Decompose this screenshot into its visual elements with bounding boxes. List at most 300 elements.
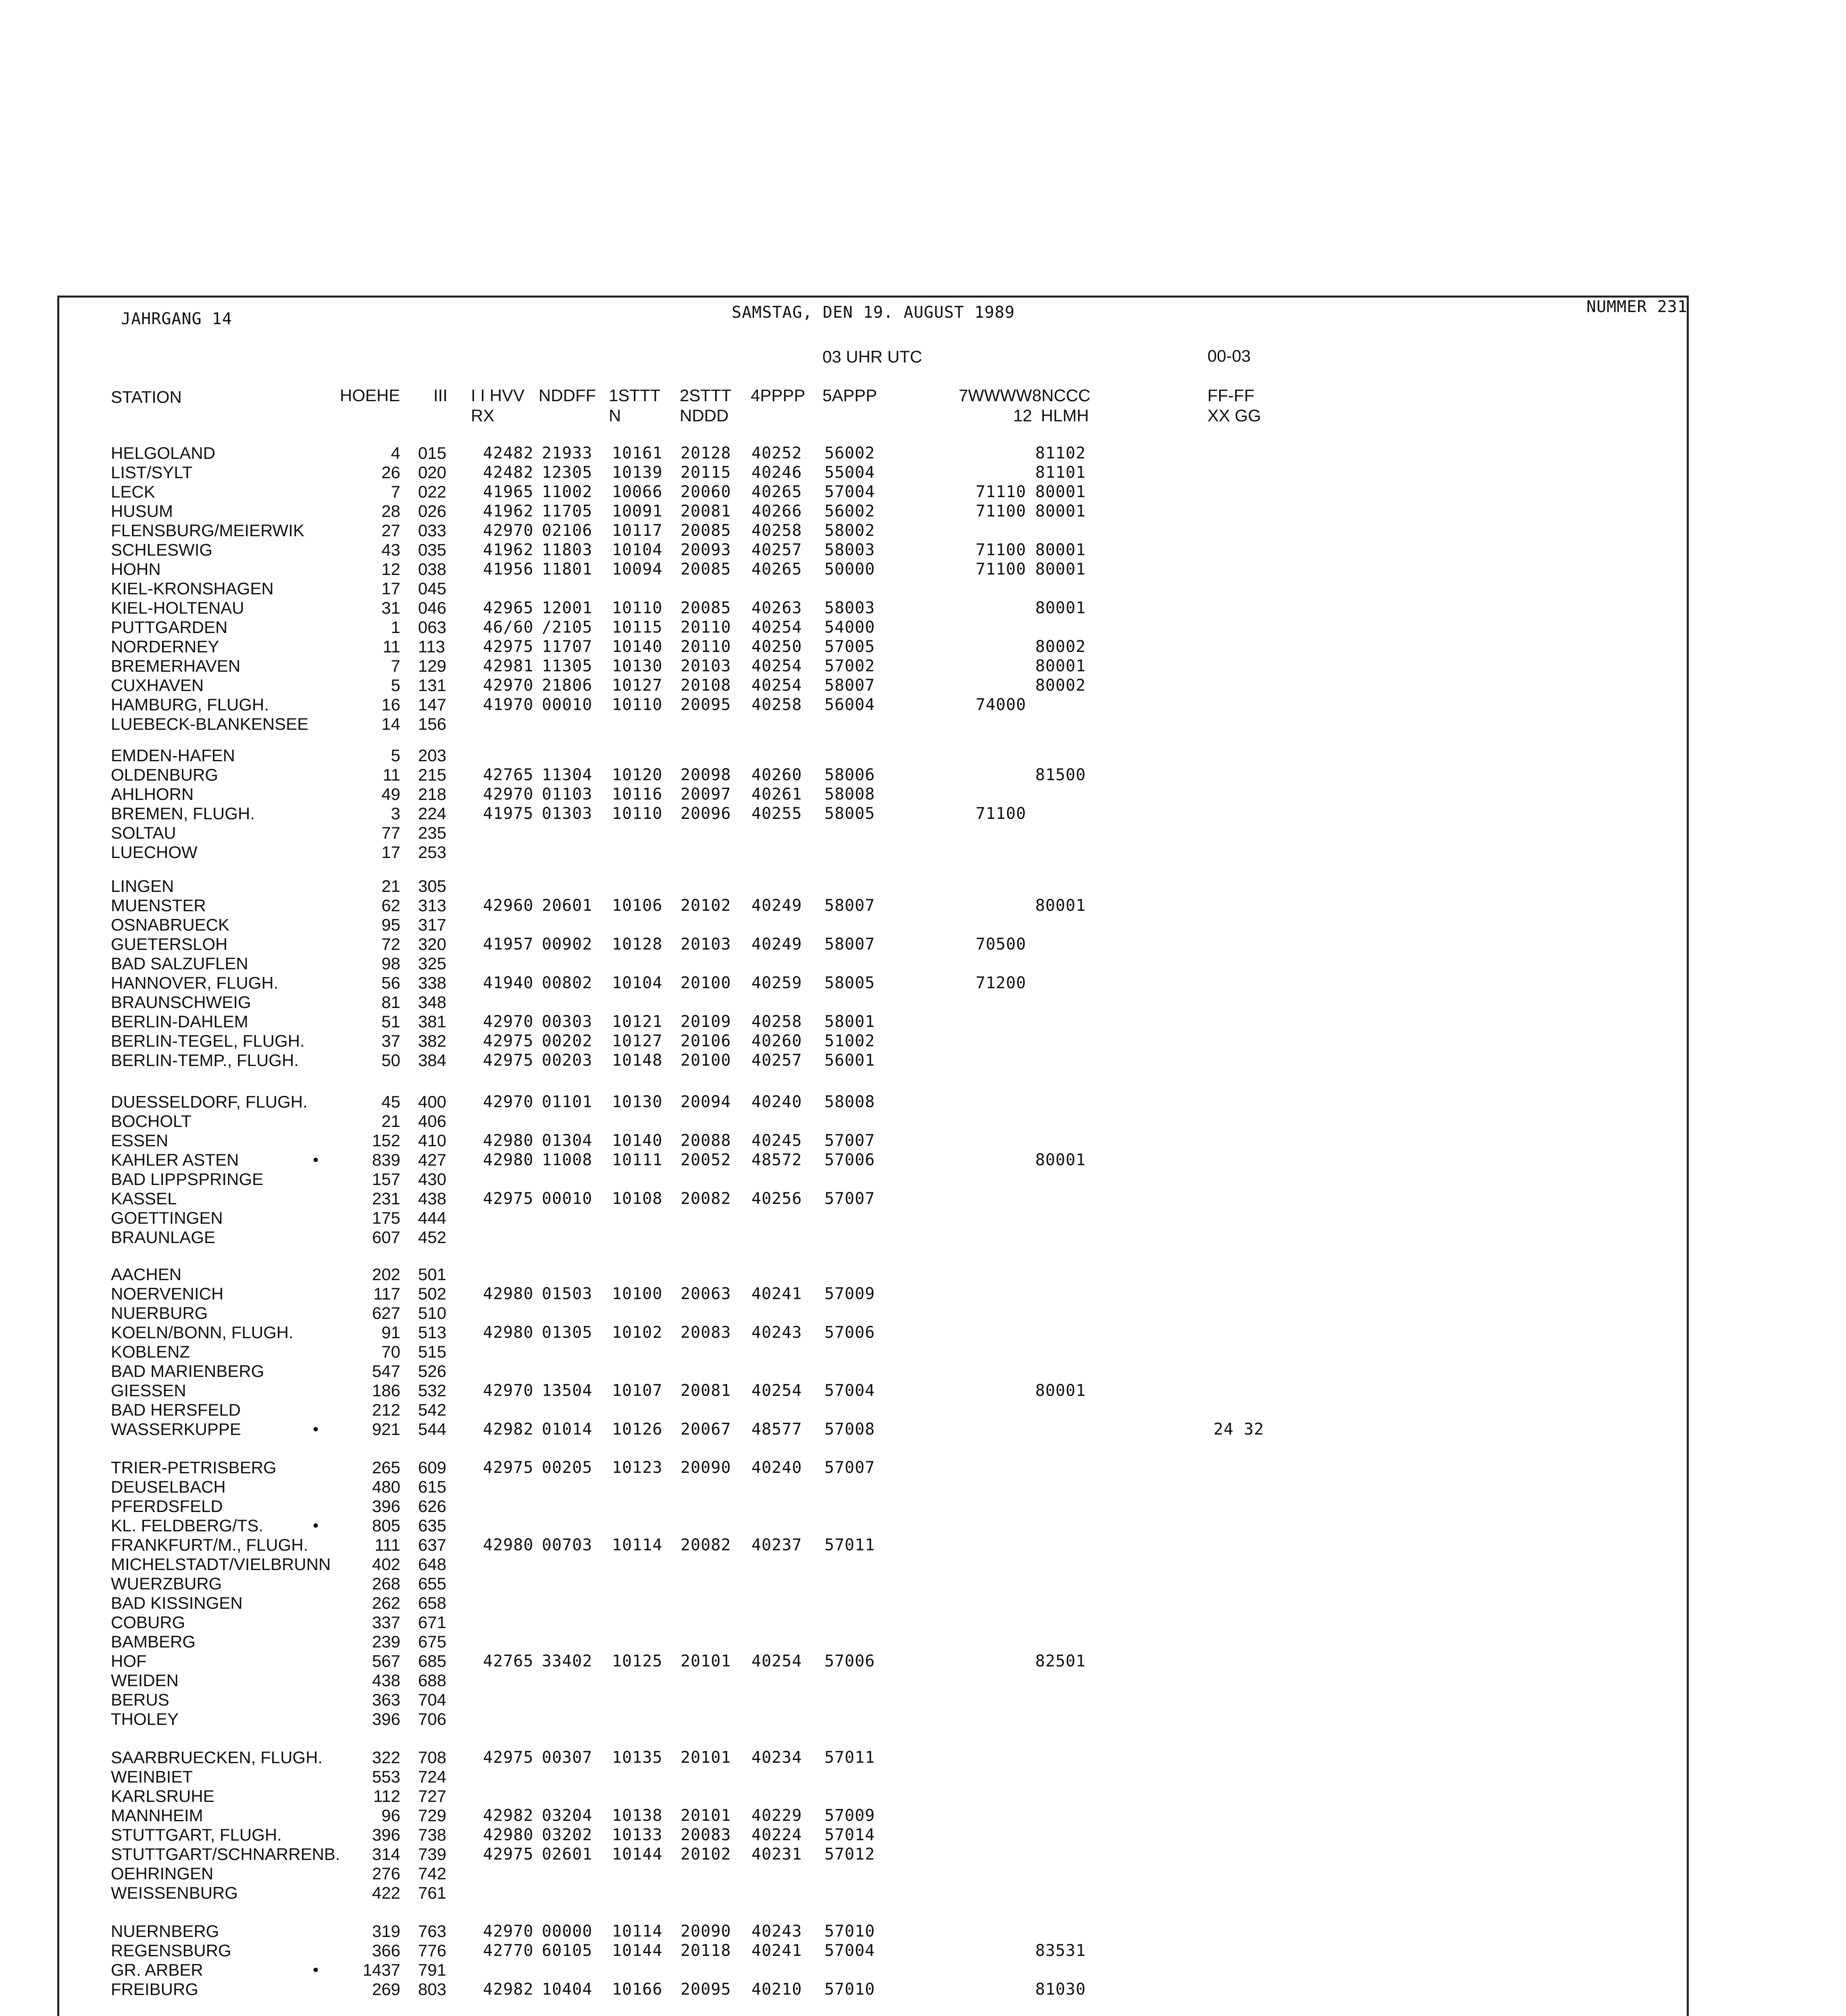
synop-group-g3: 10126 bbox=[612, 1420, 663, 1439]
synop-group-g1: 42482 bbox=[483, 463, 534, 482]
col-group1: I I HVV RX bbox=[471, 386, 525, 425]
station-index: 026 bbox=[418, 502, 447, 521]
station-name: GOETTINGEN bbox=[111, 1208, 223, 1227]
synop-group-g3: 10144 bbox=[612, 1941, 663, 1960]
synop-group-g2: 01103 bbox=[542, 785, 593, 804]
synop-group-g5: 40237 bbox=[751, 1536, 802, 1554]
station-row bbox=[0, 637, 1846, 656]
station-index: 637 bbox=[418, 1535, 447, 1554]
synop-group-g2: 01101 bbox=[542, 1093, 593, 1111]
station-row bbox=[0, 1806, 1846, 1825]
station-row bbox=[0, 1228, 1846, 1247]
station-index: 685 bbox=[418, 1652, 447, 1670]
station-elevation: 91 bbox=[381, 1323, 400, 1342]
station-index: 203 bbox=[418, 746, 447, 765]
station-name: BERUS bbox=[111, 1690, 169, 1709]
synop-group-g6: 57007 bbox=[824, 1131, 875, 1150]
synop-group-g2: 11707 bbox=[542, 637, 593, 656]
synop-group-g3: 10107 bbox=[612, 1381, 663, 1400]
synop-group-g7: 71100 bbox=[976, 560, 1026, 579]
station-elevation: 17 bbox=[381, 843, 400, 862]
station-elevation: 547 bbox=[372, 1362, 400, 1381]
synop-group-g5: 40258 bbox=[751, 521, 802, 540]
synop-group-g5: 40263 bbox=[751, 599, 802, 617]
synop-group-g4: 20088 bbox=[681, 1131, 731, 1150]
station-row bbox=[0, 1922, 1846, 1941]
synop-group-g6: 57014 bbox=[824, 1826, 875, 1844]
synop-group-g4: 20102 bbox=[681, 1845, 731, 1864]
station-index: 235 bbox=[418, 823, 447, 842]
synop-group-g2: 11705 bbox=[542, 502, 593, 521]
station-elevation: 16 bbox=[381, 695, 400, 714]
synop-group-g8: 80001 bbox=[1035, 502, 1086, 521]
synop-group-g4: 20085 bbox=[681, 521, 731, 540]
synop-group-g2: 20601 bbox=[542, 896, 593, 915]
station-elevation: 268 bbox=[372, 1574, 400, 1593]
synop-group-g1: 41970 bbox=[483, 696, 534, 714]
synop-group-g3: 10138 bbox=[612, 1806, 663, 1825]
station-elevation: 5 bbox=[391, 746, 400, 765]
station-elevation: 262 bbox=[372, 1593, 400, 1612]
synop-group-g4: 20063 bbox=[681, 1285, 731, 1303]
synop-group-g5: 40254 bbox=[751, 676, 802, 695]
station-index: 305 bbox=[418, 877, 447, 896]
synop-group-g3: 10117 bbox=[612, 521, 663, 540]
synop-group-g6: 57007 bbox=[824, 1458, 875, 1477]
synop-group-g3: 10110 bbox=[612, 696, 663, 714]
synop-group-g2: 11305 bbox=[542, 657, 593, 675]
station-elevation: 276 bbox=[372, 1864, 400, 1883]
station-index: 658 bbox=[418, 1593, 447, 1612]
station-index: 655 bbox=[418, 1574, 447, 1593]
synop-group-g2: 11008 bbox=[542, 1151, 593, 1169]
station-index: 739 bbox=[418, 1845, 447, 1864]
station-elevation: 363 bbox=[372, 1690, 400, 1709]
station-elevation: 21 bbox=[381, 877, 400, 896]
synop-group-g5: 40260 bbox=[751, 1032, 802, 1050]
synop-group-g3: 10133 bbox=[612, 1826, 663, 1844]
station-row bbox=[0, 1516, 1846, 1535]
station-row bbox=[0, 1555, 1846, 1574]
synop-group-g2: 10404 bbox=[542, 1980, 593, 1999]
station-elevation: 4 bbox=[391, 444, 400, 462]
synop-group-g2: 11803 bbox=[542, 541, 593, 559]
synop-group-g8: 80001 bbox=[1035, 560, 1086, 579]
synop-group-g1: 42980 bbox=[483, 1285, 534, 1303]
station-row bbox=[0, 1671, 1846, 1690]
synop-group-g6: 57004 bbox=[824, 1941, 875, 1960]
synop-group-g2: 60105 bbox=[542, 1941, 593, 1960]
station-row bbox=[0, 1593, 1846, 1613]
station-name: GIESSEN bbox=[111, 1381, 186, 1400]
synop-group-g1: 42965 bbox=[483, 599, 534, 617]
station-name: LIST/SYLT bbox=[111, 463, 193, 482]
station-elevation: 396 bbox=[372, 1710, 400, 1729]
report-date: SAMSTAG, DEN 19. AUGUST 1989 bbox=[732, 303, 1015, 322]
synop-group-g6: 58002 bbox=[824, 521, 875, 540]
station-index: 406 bbox=[418, 1112, 447, 1131]
station-name: BAD HERSFELD bbox=[111, 1400, 241, 1419]
station-elevation: 14 bbox=[381, 714, 400, 733]
synop-group-g1: 42960 bbox=[483, 896, 534, 915]
station-index: 348 bbox=[418, 993, 447, 1012]
synop-group-g2: 11801 bbox=[542, 560, 593, 579]
synop-group-g1: 42982 bbox=[483, 1980, 534, 1999]
synop-group-g1: 42975 bbox=[483, 1189, 534, 1208]
station-index: 763 bbox=[418, 1922, 447, 1941]
station-elevation: 37 bbox=[381, 1031, 400, 1050]
synop-group-g4: 20103 bbox=[681, 935, 731, 954]
station-elevation: 51 bbox=[381, 1012, 400, 1031]
station-name: BAMBERG bbox=[111, 1632, 196, 1651]
synop-group-g6: 58008 bbox=[824, 1093, 875, 1111]
synop-group-g5: 40265 bbox=[751, 483, 802, 501]
synop-group-g3: 10108 bbox=[612, 1189, 663, 1208]
station-row bbox=[0, 1092, 1846, 1112]
station-elevation: 7 bbox=[391, 656, 400, 675]
station-row bbox=[0, 1189, 1846, 1208]
station-row bbox=[0, 598, 1846, 618]
station-name: GR. ARBER bbox=[111, 1960, 203, 1979]
synop-group-g1: 42980 bbox=[483, 1131, 534, 1150]
synop-group-g6: 56004 bbox=[824, 696, 875, 714]
station-elevation: 314 bbox=[372, 1845, 400, 1864]
station-elevation: 322 bbox=[372, 1748, 400, 1767]
synop-group-g5: 40254 bbox=[751, 657, 802, 675]
station-name: KIEL-HOLTENAU bbox=[111, 598, 244, 617]
station-name: DEUSELBACH bbox=[111, 1477, 226, 1496]
station-index: 384 bbox=[418, 1051, 447, 1070]
station-row bbox=[0, 1864, 1846, 1883]
station-index: 502 bbox=[418, 1284, 447, 1303]
station-index: 515 bbox=[418, 1342, 447, 1361]
synop-group-g6: 57009 bbox=[824, 1806, 875, 1825]
synop-group-g2: 03202 bbox=[542, 1826, 593, 1844]
station-elevation: 337 bbox=[372, 1613, 400, 1632]
synop-group-g3: 10121 bbox=[612, 1012, 663, 1031]
synop-group-g1: 41940 bbox=[483, 974, 534, 992]
station-index: 131 bbox=[418, 676, 447, 695]
station-index: 325 bbox=[418, 954, 447, 973]
station-index: 156 bbox=[418, 714, 447, 733]
station-elevation: 239 bbox=[372, 1632, 400, 1651]
station-index: 708 bbox=[418, 1748, 447, 1767]
synop-group-g4: 20106 bbox=[681, 1032, 731, 1050]
synop-group-g1: 42970 bbox=[483, 521, 534, 540]
station-row bbox=[0, 785, 1846, 804]
station-name: KASSEL bbox=[111, 1189, 177, 1208]
mountain-station-marker: • bbox=[313, 1961, 319, 1979]
station-name: OSNABRUECK bbox=[111, 915, 230, 934]
synop-group-g4: 20102 bbox=[681, 896, 731, 915]
station-name: WUERZBURG bbox=[111, 1574, 222, 1593]
synop-group-g1: 42765 bbox=[483, 1652, 534, 1670]
station-index: 317 bbox=[418, 915, 447, 934]
synop-group-g1: 42980 bbox=[483, 1536, 534, 1554]
station-index: 738 bbox=[418, 1825, 447, 1844]
synop-group-g1: 42975 bbox=[483, 1845, 534, 1864]
station-elevation: 26 bbox=[381, 463, 400, 482]
synop-group-g2: 01304 bbox=[542, 1131, 593, 1150]
synop-group-g1: 41975 bbox=[483, 804, 534, 823]
station-row bbox=[0, 804, 1846, 823]
station-name: HOHN bbox=[111, 560, 161, 579]
station-row bbox=[0, 521, 1846, 540]
synop-group-g2: 00902 bbox=[542, 935, 593, 954]
synop-group-g8: 80001 bbox=[1035, 599, 1086, 617]
station-name: KAHLER ASTEN bbox=[111, 1150, 239, 1169]
station-name: LINGEN bbox=[111, 877, 174, 896]
station-index: 427 bbox=[418, 1150, 447, 1169]
synop-group-g3: 10091 bbox=[612, 502, 663, 521]
station-row bbox=[0, 935, 1846, 954]
synop-group-g4: 20128 bbox=[681, 444, 731, 462]
synop-group-g8: 83531 bbox=[1035, 1941, 1086, 1960]
station-name: AHLHORN bbox=[111, 785, 194, 804]
station-name: BREMEN, FLUGH. bbox=[111, 804, 255, 823]
station-elevation: 81 bbox=[381, 993, 400, 1012]
station-row bbox=[0, 1960, 1846, 1980]
synop-group-g2: 01014 bbox=[542, 1420, 593, 1439]
synop-group-g6: 57006 bbox=[824, 1652, 875, 1670]
station-index: 253 bbox=[418, 843, 447, 862]
synop-group-g3: 10161 bbox=[612, 444, 663, 462]
station-row bbox=[0, 1012, 1846, 1031]
station-row bbox=[0, 1112, 1846, 1131]
station-row bbox=[0, 1941, 1846, 1960]
synop-group-g1: 41962 bbox=[483, 541, 534, 559]
station-row bbox=[0, 1265, 1846, 1284]
synop-group-g3: 10110 bbox=[612, 599, 663, 617]
station-index: 035 bbox=[418, 540, 447, 559]
synop-group-g5: 40252 bbox=[751, 444, 802, 462]
synop-group-g4: 20083 bbox=[681, 1323, 731, 1342]
synop-group-g3: 10127 bbox=[612, 1032, 663, 1050]
station-index: 513 bbox=[418, 1323, 447, 1342]
station-index: 635 bbox=[418, 1516, 447, 1535]
station-elevation: 212 bbox=[372, 1400, 400, 1419]
col-group9: FF-FF XX GG bbox=[1207, 386, 1261, 425]
synop-group-g4: 20110 bbox=[681, 637, 731, 656]
station-elevation: 21 bbox=[381, 1112, 400, 1131]
station-name: SAARBRUECKEN, FLUGH. bbox=[111, 1748, 323, 1767]
station-index: 320 bbox=[418, 935, 447, 954]
synop-group-g2: 00307 bbox=[542, 1748, 593, 1767]
station-elevation: 265 bbox=[372, 1458, 400, 1477]
station-name: LECK bbox=[111, 482, 155, 501]
station-row bbox=[0, 746, 1846, 765]
synop-group-g5: 40245 bbox=[751, 1131, 802, 1150]
synop-group-g6: 58007 bbox=[824, 896, 875, 915]
station-row bbox=[0, 618, 1846, 637]
station-name: HELGOLAND bbox=[111, 444, 216, 462]
station-index: 776 bbox=[418, 1941, 447, 1960]
synop-group-g6: 50000 bbox=[824, 560, 875, 579]
synop-group-g6: 57011 bbox=[824, 1536, 875, 1554]
station-row bbox=[0, 1342, 1846, 1362]
synop-group-g2: 00010 bbox=[542, 696, 593, 714]
station-index: 381 bbox=[418, 1012, 447, 1031]
station-elevation: 45 bbox=[381, 1092, 400, 1111]
station-elevation: 480 bbox=[372, 1477, 400, 1496]
station-name: MUENSTER bbox=[111, 896, 206, 915]
station-elevation: 396 bbox=[372, 1497, 400, 1516]
station-name: FLENSBURG/MEIERWIK bbox=[111, 521, 304, 540]
synop-group-g4: 20094 bbox=[681, 1093, 731, 1111]
synop-group-g7: 71100 bbox=[976, 804, 1026, 823]
station-row bbox=[0, 676, 1846, 695]
station-name: WEINBIET bbox=[111, 1767, 193, 1786]
synop-group-g1: 42482 bbox=[483, 444, 534, 462]
synop-group-g1: 41956 bbox=[483, 560, 534, 579]
synop-group-g7: 71110 bbox=[976, 483, 1026, 501]
station-elevation: 98 bbox=[381, 954, 400, 973]
synop-group-g9: 24 32 bbox=[1213, 1420, 1264, 1439]
synop-group-g1: 42970 bbox=[483, 785, 534, 804]
synop-group-g7: 71100 bbox=[976, 541, 1026, 559]
station-elevation: 3 bbox=[391, 804, 400, 823]
station-row bbox=[0, 1613, 1846, 1632]
station-name: KOBLENZ bbox=[111, 1342, 190, 1361]
station-index: 313 bbox=[418, 896, 447, 915]
station-name: COBURG bbox=[111, 1613, 185, 1632]
station-row bbox=[0, 1031, 1846, 1051]
synop-group-g2: 00203 bbox=[542, 1051, 593, 1070]
synop-group-g3: 10148 bbox=[612, 1051, 663, 1070]
synop-group-g2: 12305 bbox=[542, 463, 593, 482]
station-name: OEHRINGEN bbox=[111, 1864, 214, 1883]
synop-group-g1: 42765 bbox=[483, 766, 534, 784]
synop-group-g8: 81101 bbox=[1035, 463, 1086, 482]
station-elevation: 95 bbox=[381, 915, 400, 934]
synop-group-g6: 57010 bbox=[824, 1922, 875, 1941]
station-elevation: 839 bbox=[372, 1150, 400, 1169]
station-index: 526 bbox=[418, 1362, 447, 1381]
station-name: BAD MARIENBERG bbox=[111, 1362, 264, 1381]
station-row bbox=[0, 1362, 1846, 1381]
synop-group-g4: 20101 bbox=[681, 1748, 731, 1767]
synop-group-g8: 80002 bbox=[1035, 676, 1086, 695]
synop-group-g1: 42970 bbox=[483, 1093, 534, 1111]
synop-group-g2: 00303 bbox=[542, 1012, 593, 1031]
station-index: 338 bbox=[418, 973, 447, 992]
station-name: LUEBECK-BLANKENSEE bbox=[111, 714, 309, 733]
synop-group-g5: 40243 bbox=[751, 1922, 802, 1941]
station-name: THOLEY bbox=[111, 1710, 179, 1729]
synop-group-g2: 00202 bbox=[542, 1032, 593, 1050]
synop-group-g3: 10140 bbox=[612, 1131, 663, 1150]
synop-group-g5: 40254 bbox=[751, 1381, 802, 1400]
station-row bbox=[0, 1304, 1846, 1323]
synop-group-g6: 57011 bbox=[824, 1748, 875, 1767]
station-index: 129 bbox=[418, 656, 447, 675]
station-row bbox=[0, 1131, 1846, 1150]
synop-group-g8: 80001 bbox=[1035, 896, 1086, 915]
synop-group-g3: 10106 bbox=[612, 896, 663, 915]
station-name: SOLTAU bbox=[111, 823, 176, 842]
col-group4: 2STTT NDDD bbox=[680, 386, 732, 425]
station-name: BAD LIPPSPRINGE bbox=[111, 1170, 264, 1189]
station-elevation: 422 bbox=[372, 1883, 400, 1902]
station-name: BERLIN-TEGEL, FLUGH. bbox=[111, 1031, 305, 1050]
synop-group-g8: 82501 bbox=[1035, 1652, 1086, 1670]
station-row bbox=[0, 823, 1846, 843]
synop-group-g2: 33402 bbox=[542, 1652, 593, 1670]
synop-group-g7: 71100 bbox=[976, 502, 1026, 521]
synop-group-g6: 58001 bbox=[824, 1012, 875, 1031]
station-row bbox=[0, 1767, 1846, 1787]
synop-group-g1: 42970 bbox=[483, 1012, 534, 1031]
station-index: 791 bbox=[418, 1960, 447, 1979]
synop-group-g6: 57010 bbox=[824, 1980, 875, 1999]
synop-group-g2: 01303 bbox=[542, 804, 593, 823]
station-row bbox=[0, 1051, 1846, 1070]
synop-group-g2: 21933 bbox=[542, 444, 593, 462]
synop-group-g5: 40229 bbox=[751, 1806, 802, 1825]
synop-group-g1: 46/60 bbox=[483, 618, 534, 637]
station-elevation: 402 bbox=[372, 1555, 400, 1574]
synop-group-g3: 10128 bbox=[612, 935, 663, 954]
synop-group-g7: 71200 bbox=[976, 974, 1026, 992]
synop-group-g6: 58003 bbox=[824, 599, 875, 617]
station-name: STUTTGART, FLUGH. bbox=[111, 1825, 282, 1844]
synop-group-g3: 10140 bbox=[612, 637, 663, 656]
synop-group-g4: 20093 bbox=[681, 541, 731, 559]
synop-group-g1: 42970 bbox=[483, 1922, 534, 1941]
station-index: 045 bbox=[418, 579, 447, 598]
synop-group-g5: 40240 bbox=[751, 1458, 802, 1477]
synop-group-g6: 58007 bbox=[824, 935, 875, 954]
synop-group-g5: 40257 bbox=[751, 541, 802, 559]
synop-group-g8: 81030 bbox=[1035, 1980, 1086, 1999]
station-row bbox=[0, 463, 1846, 482]
station-elevation: 77 bbox=[381, 823, 400, 842]
synop-group-g5: 40258 bbox=[751, 1012, 802, 1031]
synop-group-g5: 40241 bbox=[751, 1285, 802, 1303]
synop-group-g4: 20067 bbox=[681, 1420, 731, 1439]
synop-group-g5: 40246 bbox=[751, 463, 802, 482]
station-name: BAD SALZUFLEN bbox=[111, 954, 248, 973]
station-name: OLDENBURG bbox=[111, 765, 219, 784]
station-index: 803 bbox=[418, 1980, 447, 1999]
synop-group-g3: 10166 bbox=[612, 1980, 663, 1999]
station-row bbox=[0, 1883, 1846, 1903]
station-index: 724 bbox=[418, 1767, 447, 1786]
station-index: 671 bbox=[418, 1613, 447, 1632]
station-elevation: 157 bbox=[372, 1170, 400, 1189]
station-name: MANNHEIM bbox=[111, 1806, 203, 1825]
col-group7: 7WWWW 12 bbox=[959, 386, 1032, 425]
station-elevation: 921 bbox=[372, 1420, 400, 1439]
station-row bbox=[0, 765, 1846, 785]
synop-group-g4: 20101 bbox=[681, 1806, 731, 1825]
station-elevation: 31 bbox=[381, 598, 400, 617]
col-group3: 1STTT N bbox=[609, 386, 661, 425]
station-name: PUTTGARDEN bbox=[111, 618, 228, 637]
station-index: 542 bbox=[418, 1400, 447, 1419]
station-name: ESSEN bbox=[111, 1131, 169, 1150]
station-elevation: 269 bbox=[372, 1980, 400, 1999]
synop-group-g5: 40250 bbox=[751, 637, 802, 656]
station-row bbox=[0, 579, 1846, 598]
station-row bbox=[0, 1400, 1846, 1420]
synop-group-g2: 03204 bbox=[542, 1806, 593, 1825]
station-index: 113 bbox=[418, 637, 445, 656]
synop-group-g5: 40210 bbox=[751, 1980, 802, 1999]
synop-group-g4: 20085 bbox=[681, 560, 731, 579]
synop-group-g4: 20081 bbox=[681, 502, 731, 521]
station-index: 742 bbox=[418, 1864, 447, 1883]
